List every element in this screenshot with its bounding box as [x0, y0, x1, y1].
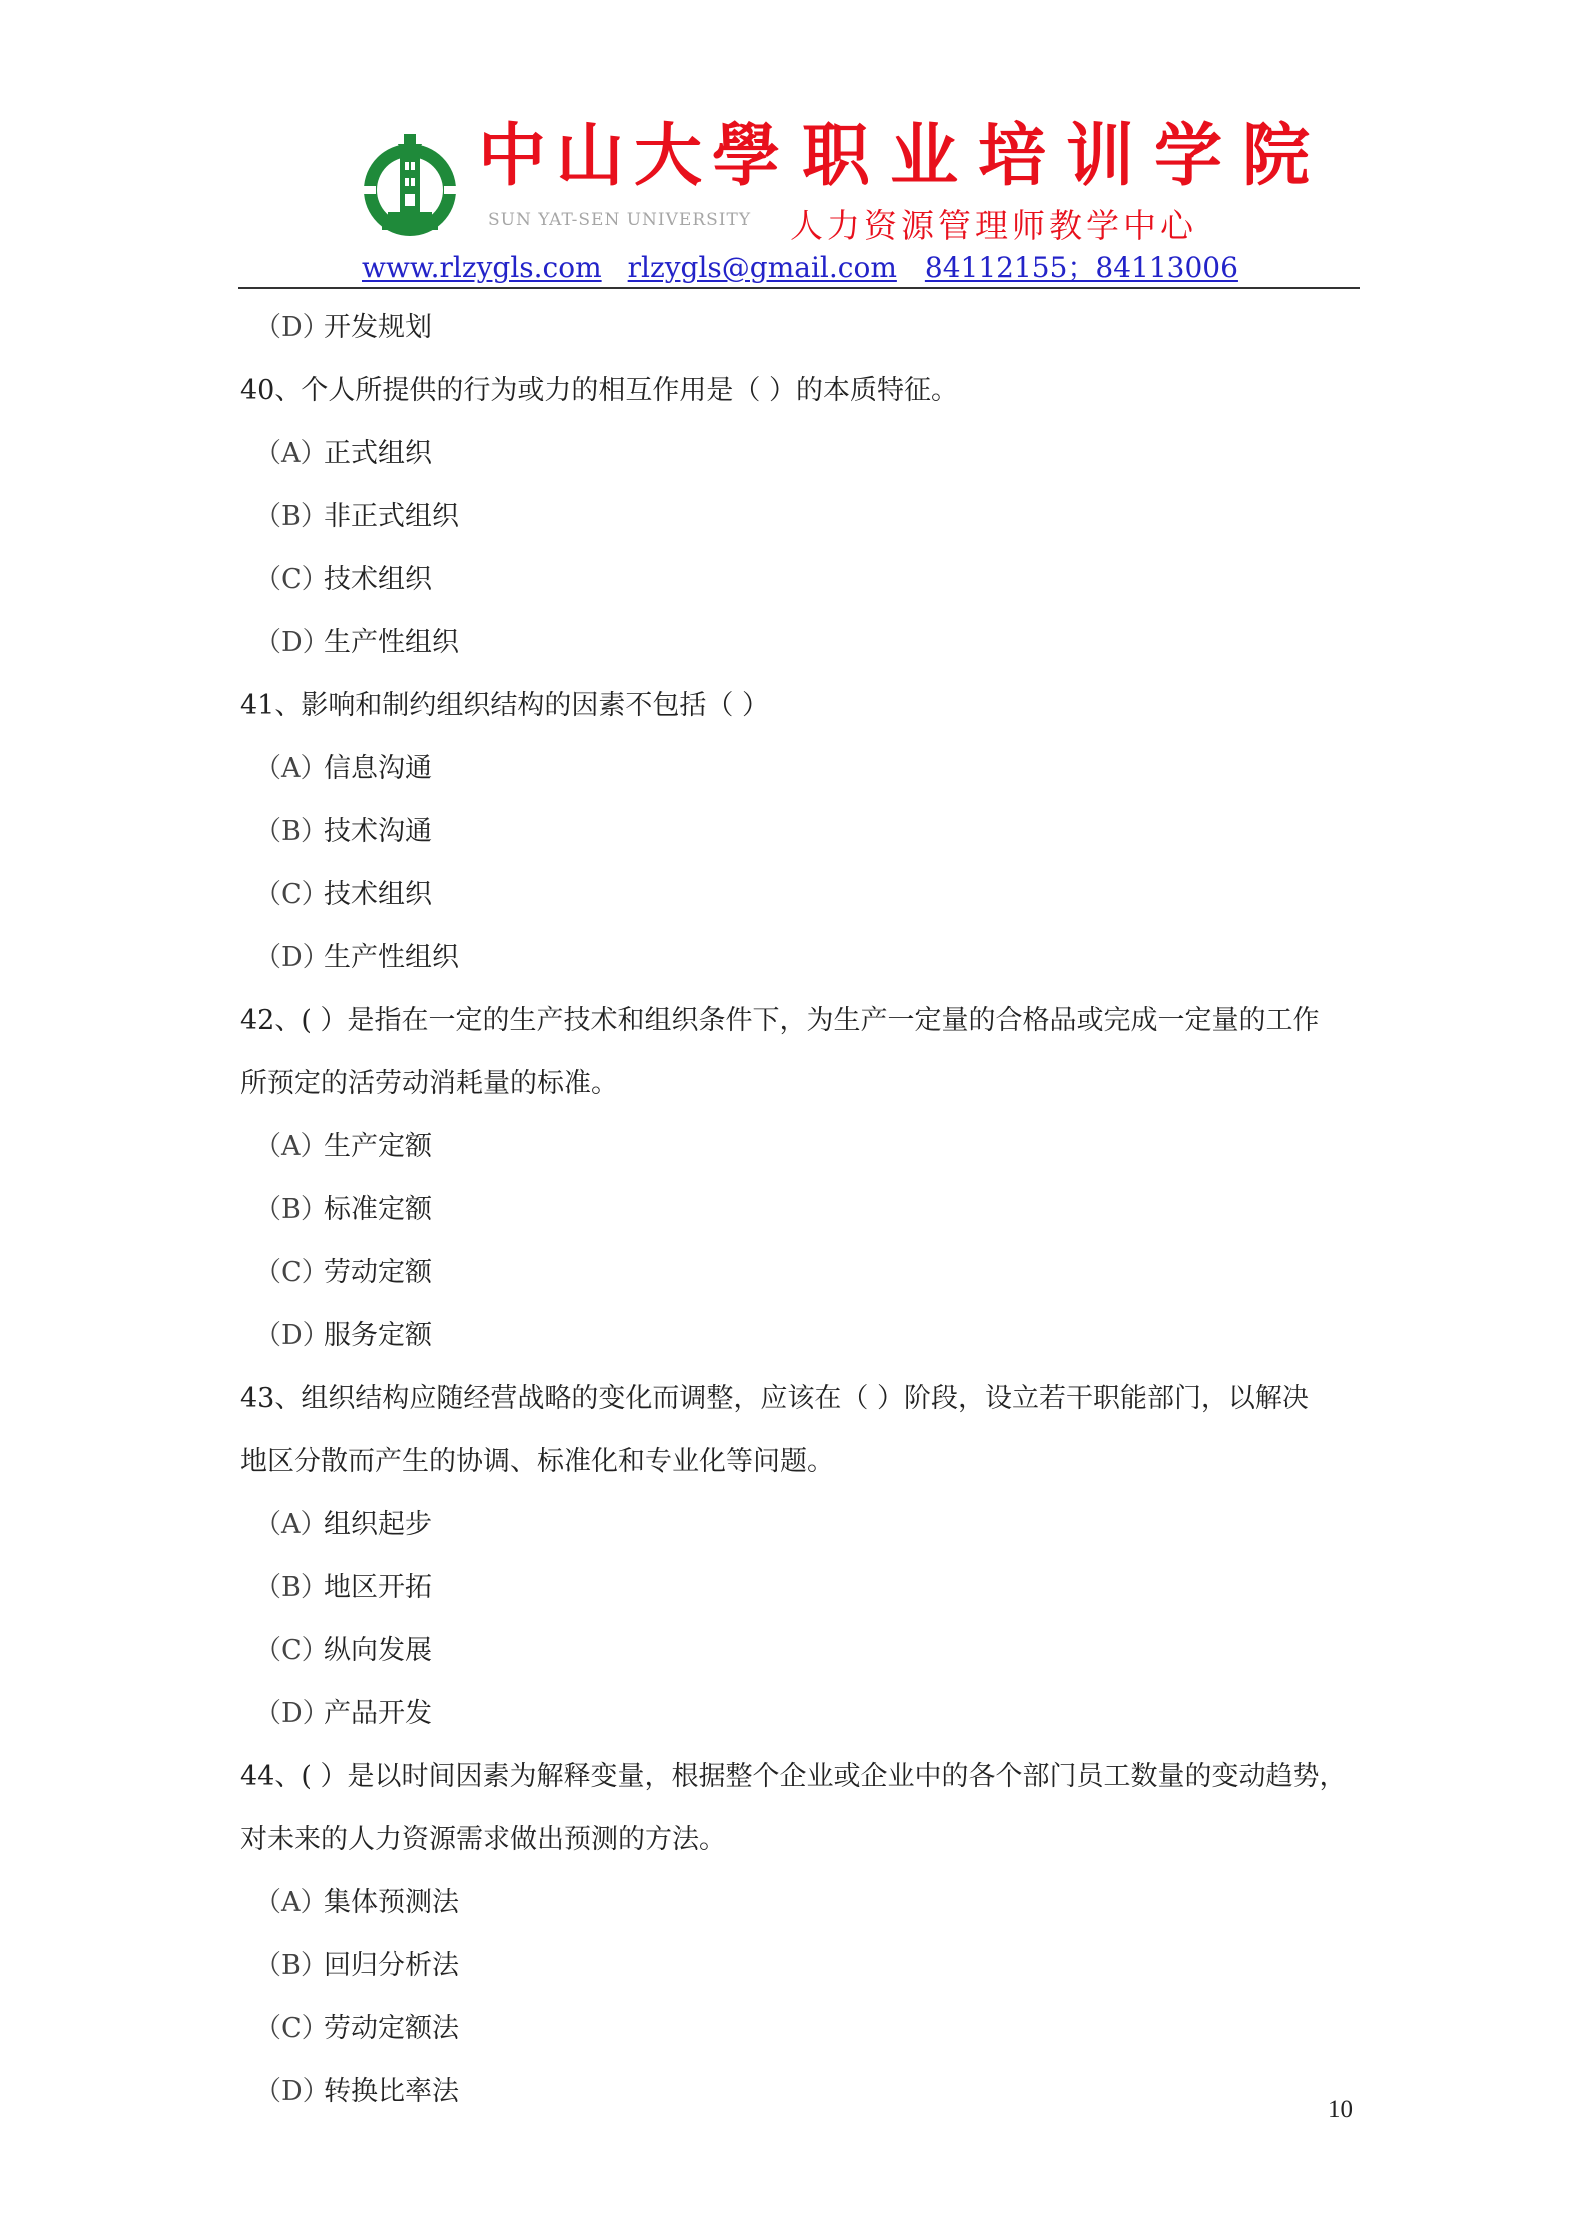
question-43-stem-line-1: 43、组织结构应随经营战略的变化而调整，应该在（ ）阶段，设立若干职能部门，以解决: [240, 1383, 1309, 1414]
option-letter: （A）: [254, 1509, 328, 1540]
option-letter: （D）: [254, 1698, 330, 1729]
option-44-d: [240, 2060, 1360, 2123]
website-link[interactable]: www.rlzygls.com: [362, 251, 602, 284]
option-text: 生产定额: [324, 1131, 432, 1162]
option-44-b: [240, 1934, 1360, 1997]
option-text: 技术沟通: [324, 816, 432, 847]
option-text: 组织起步: [324, 1509, 432, 1540]
option-42-d: [240, 1304, 1360, 1367]
option-43-a: [240, 1493, 1360, 1556]
option-text: 生产性组织: [324, 942, 459, 973]
option-text: 劳动定额: [324, 1257, 432, 1288]
option-40-d: [240, 611, 1360, 674]
option-letter: （C）: [254, 564, 329, 595]
question-list: [240, 296, 1360, 2123]
option-letter: （A）: [254, 753, 328, 784]
option-letter: （D）: [254, 627, 330, 658]
option-letter: （C）: [254, 2013, 329, 2044]
option-letter: （D）: [254, 942, 330, 973]
option-42-b: [240, 1178, 1360, 1241]
option-text: 开发规划: [324, 312, 432, 343]
option-text: 地区开拓: [324, 1572, 432, 1603]
option-41-d: [240, 926, 1360, 989]
option-text: 回归分析法: [324, 1950, 459, 1981]
university-english-name: SUN YAT-SEN UNIVERSITY: [488, 210, 752, 230]
option-41-b: [240, 800, 1360, 863]
question-41-stem: 41、影响和制约组织结构的因素不包括（ ）: [240, 690, 769, 721]
option-text: 技术组织: [324, 564, 432, 595]
option-letter: （D）: [254, 2076, 330, 2107]
option-letter: （B）: [254, 1194, 328, 1225]
option-text: 信息沟通: [324, 753, 432, 784]
option-letter: （B）: [254, 1950, 328, 1981]
option-text: 纵向发展: [324, 1635, 432, 1666]
teaching-center-name: 人力资源管理师教学中心: [790, 206, 1197, 245]
option-letter: （A）: [254, 1131, 328, 1162]
option-letter: （D）: [254, 1320, 330, 1351]
university-emblem-icon: [358, 130, 462, 242]
option-40-c: [240, 548, 1360, 611]
option-text: 产品开发: [324, 1698, 432, 1729]
option-42-a: [240, 1115, 1360, 1178]
option-text: 服务定额: [324, 1320, 432, 1351]
option-letter: （C）: [254, 1635, 329, 1666]
option-44-c: [240, 1997, 1360, 2060]
option-text: 劳动定额法: [324, 2013, 459, 2044]
question-44-stem-line-2: 对未来的人力资源需求做出预测的方法。: [240, 1824, 726, 1855]
page-header: [240, 112, 1360, 287]
header-divider: [238, 287, 1360, 289]
option-text: 转换比率法: [324, 2076, 459, 2107]
contact-line: [362, 246, 1238, 286]
option-39-d: [240, 296, 1360, 359]
phone-numbers: 84112155；84113006: [924, 251, 1238, 284]
option-letter: （A）: [254, 1887, 328, 1918]
option-text: 标准定额: [324, 1194, 432, 1225]
school-title-college: 职业培训学院: [802, 116, 1331, 196]
option-42-c: [240, 1241, 1360, 1304]
email-link[interactable]: rlzygls@gmail.com: [627, 251, 897, 284]
school-title-university: 中山大學: [478, 116, 791, 196]
question-42-stem-line-1: 42、( ）是指在一定的生产技术和组织条件下，为生产一定量的合格品或完成一定量的工作: [240, 1005, 1320, 1036]
option-43-b: [240, 1556, 1360, 1619]
option-letter: （B）: [254, 816, 328, 847]
option-letter: （A）: [254, 438, 328, 469]
option-letter: （B）: [254, 1572, 328, 1603]
option-41-a: [240, 737, 1360, 800]
option-43-c: [240, 1619, 1360, 1682]
option-text: 正式组织: [324, 438, 432, 469]
option-43-d: [240, 1682, 1360, 1745]
option-letter: （C）: [254, 1257, 329, 1288]
option-40-b: [240, 485, 1360, 548]
option-letter: （B）: [254, 501, 328, 532]
option-text: 技术组织: [324, 879, 432, 910]
option-text: 非正式组织: [324, 501, 459, 532]
option-44-a: [240, 1871, 1360, 1934]
option-letter: （D）: [254, 312, 330, 343]
question-43-stem-line-2: 地区分散而产生的协调、标准化和专业化等问题。: [240, 1446, 834, 1477]
question-40-stem: 40、个人所提供的行为或力的相互作用是（ ）的本质特征。: [240, 375, 958, 406]
page-number: 10: [1328, 2096, 1353, 2123]
option-letter: （C）: [254, 879, 329, 910]
option-text: 生产性组织: [324, 627, 459, 658]
school-title: [478, 116, 1331, 196]
question-42-stem-line-2: 所预定的活劳动消耗量的标准。: [240, 1068, 618, 1099]
option-text: 集体预测法: [324, 1887, 459, 1918]
option-41-c: [240, 863, 1360, 926]
question-44-stem-line-1: 44、( ）是以时间因素为解释变量，根据整个企业或企业中的各个部门员工数量的变动趋势，: [240, 1761, 1347, 1792]
option-40-a: [240, 422, 1360, 485]
